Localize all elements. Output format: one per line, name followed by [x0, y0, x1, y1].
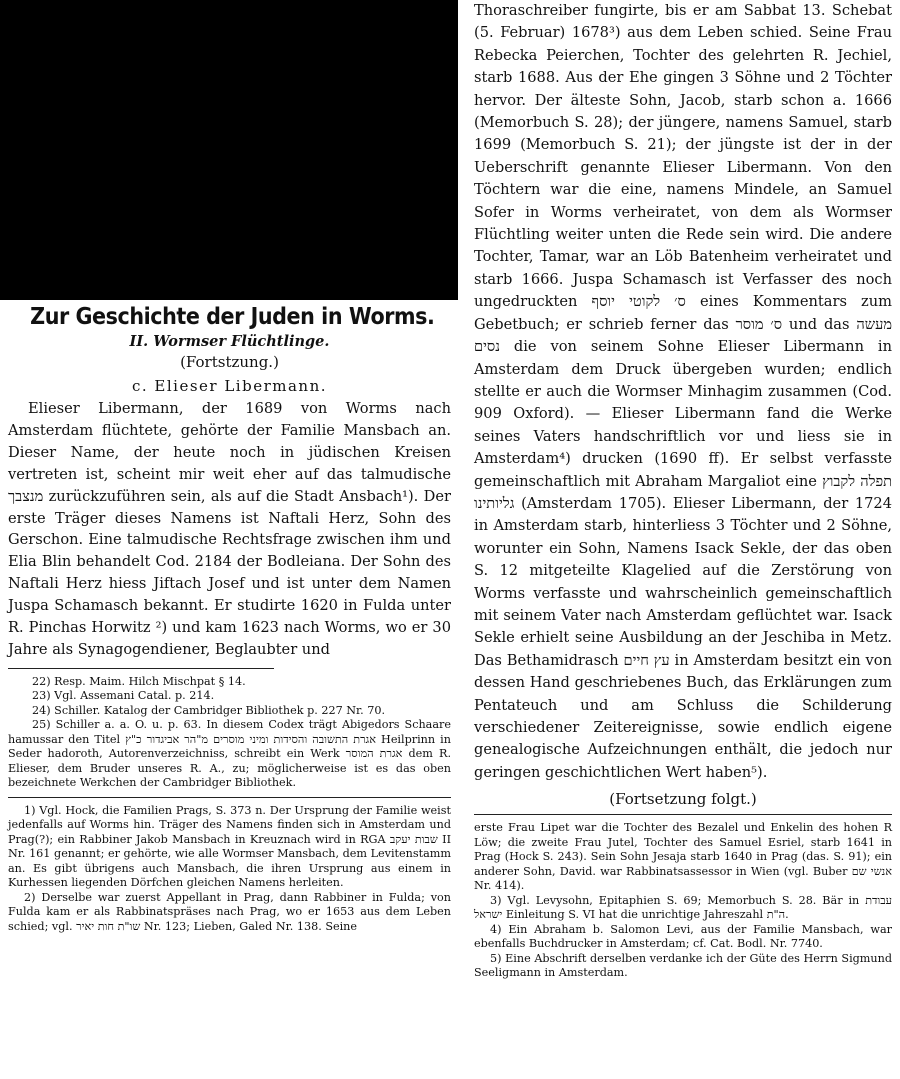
footnote: 25) Schiller a. a. O. u. p. 63. In diesem Codex trägt Abigedors Schaare hamussar den Titel אגרת התשובה והסידות ומיני מוסרים מ"הר אביגדור כ"ץ Heilprinn in Seder hadoroth, Autorenverzeichniss, schreibt ein Werk אגרת המוסר dem R. Elieser, dem Bruder unseres R. A., zu; möglicherweise ist es das oben bezeichnete Werkchen der Cambridger Bibliothek.	[8, 718, 451, 790]
footnote-divider-right	[474, 814, 892, 815]
footnote: 3) Vgl. Levysohn, Epitaphien S. 69; Memorbuch S. 28. Bär in עבודת ישראל Einleitung S. VI hat die unrichtige Jahreszahl ה"ת.	[474, 893, 892, 922]
right-body	[474, 0, 892, 784]
left-column	[8, 302, 451, 934]
footnote: 5) Eine Abschrift derselben verdanke ich der Güte des Herrn Sigmund Seeligmann in Amsterdam.	[474, 951, 892, 980]
footnote: 2) Derselbe war zuerst Appellant in Prag, dann Rabbiner in Fulda; von Fulda kam er als Rabbinatspräses nach Prag, wo er 1653 aus dem Leben schied; vgl. שו"ת חות יאיר Nr. 123; Lieben, Galed Nr. 138. Seine	[8, 890, 451, 933]
left-body-text: Elieser Libermann, der 1689 von Worms nach Amsterdam flüchtete, gehörte der Familie Mansbach an. Dieser Name, der heute noch in jüdischen Kreisen vertreten ist, scheint mir weit eher auf das talmudische מנצבך zurückzuführen sein, als auf die Stadt Ansbach¹). Der erste Träger dieses Namens ist Naftali Herz, Sohn des Gerschon. Eine talmudische Rechtsfrage zwischen ihm und Elia Blin behandelt Cod. 2184 der Bodleiana. Der Sohn des Naftali Herz hiess Jiftach Josef und ist unter dem Namen Juspa Schamasch bekannt. Er studirte 1620 in Fulda unter R. Pinchas Horwitz ²) und kam 1623 nach Worms, wo er 30 Jahre als Synagogendiener, Beglaubter und	[8, 400, 451, 658]
footnote: erste Frau Lipet war die Tochter des Bezalel und Enkelin des hohen R Löw; die zweite Frau Jutel, Tochter des Samuel Esriel, starb 1641 in Prag (Hock S. 243). Sein Sohn Jesaja starb 1640 in Prag (das. S. 91); ein anderer Sohn, David. war Rabbinatsassessor in Wien (vgl. Buber אנשי שם Nr. 414).	[474, 821, 892, 893]
redacted-black-area	[0, 0, 458, 300]
section-heading: c. Elieser Libermann.	[131, 377, 328, 395]
right-column	[474, 0, 892, 981]
footnote: 4) Ein Abraham b. Salomon Levi, aus der Familie Mansbach, war ebenfalls Buchdrucker in Amsterdam; cf. Cat. Bodl. Nr. 7740.	[474, 922, 892, 951]
to-be-continued: (Fortsetzung folgt.)	[609, 790, 757, 809]
left-body	[8, 398, 451, 661]
continuation-note: (Fortstzung.)	[180, 353, 279, 371]
article-title: Zur Geschichte der Juden in Worms.	[30, 304, 435, 330]
right-footnotes	[474, 821, 892, 981]
footnote: 22) Resp. Maim. Hilch Mischpat § 14.	[32, 674, 246, 688]
footnote: 24) Schiller. Katalog der Cambridger Bibliothek p. 227 Nr. 70.	[32, 703, 386, 717]
article-subtitle: II. Wormser Flüchtlinge.	[129, 333, 330, 350]
footnotes-a	[8, 675, 451, 791]
footnotes-b	[8, 804, 451, 935]
footnote: 1) Vgl. Hock, die Familien Prags, S. 373 n. Der Ursprung der Familie weist jedenfalls auf Worms hin. Träger des Namens finden sich in Amsterdam und Prag(?); ein Rabbiner Jakob Mansbach in Kreuznach wird in RGA שבות יעקב II Nr. 161 genannt; er gehörte, wie alle Wormser Mansbach, dem Levitenstamm an. Es gibt übrigens auch Mansbach, die ihren Ursprung aus einem in Kurhessen liegenden Dörfchen gleichen Namens herleiten.	[8, 803, 451, 890]
footnote-divider	[8, 668, 274, 669]
footnote: 23) Vgl. Assemani Catal. p. 214.	[32, 689, 215, 703]
right-body-text: Thoraschreiber fungirte, bis er am Sabbat 13. Schebat (5. Februar) 1678³) aus dem Leben schied. Seine Frau Rebecka Peierchen, Tochter des gelehrten R. Jechiel, starb 1688. Aus der Ehe gingen 3 Söhne und 2 Töchter hervor. Der älteste Sohn, Jacob, starb schon a. 1666 (Memorbuch S. 28); der jüngere, namens Samuel, starb 1699 (Memorbuch S. 21); der jüngste ist der in der Ueberschrift genannte Elieser Libermann. Von den Töchtern war die eine, namens Mindele, an Samuel Sofer in Worms verheiratet, von dem als Wormser Flüchtling weiter unten die Rede sein wird. Die andere Tochter, Tamar, war an Löb Batenheim verheiratet und starb 1666. Juspa Schamasch ist Verfasser des noch ungedruckten ס׳ לקוטי יוסף eines Kommentars zum Gebetbuch; er schrieb ferner das ס׳ מוסר und das מעשה נסים die von seinem Sohne Elieser Libermann in Amsterdam dem Druck übergeben wurden; endlich stellte er auch die Wormser Minhagim zusammen (Cod. 909 Oxford). — Elieser Libermann fand die Werke seines Vaters handschriftlich vor und liess sie in Amsterdam⁴) drucken (1690 ff). Er selbst verfasste gemeinschaftlich mit Abraham Margaliot eine תפלה לקבוץ גליותינו (Amsterdam 1705). Elieser Libermann, der 1724 in Amsterdam starb, hinterliess 3 Töchter und 2 Söhne, worunter ein Sohn, Namens Isack Sekle, der das oben S. 12 mitgeteilte Klagelied auf die Zerstörung von Worms verfasste und wahrscheinlich gemeinschaftlich mit seinem Vater nach Amsterdam geflüchtet war. Isack Sekle erhielt seine Ausbildung an der Jeschiba in Metz. Das Bethamidrasch עץ חיים in Amsterdam besitzt ein von dessen Hand geschriebenes Buch, das Erklärungen zum Pentateuch und am Schluss die Schilderung verschiedener Zeitereignisse, sowie endlich eigene genealogische Aufzeichnungen enthält, die jedoch nur geringen geschichtlichen Wert haben⁵).	[474, 2, 893, 781]
footnote-divider-2	[8, 797, 451, 798]
